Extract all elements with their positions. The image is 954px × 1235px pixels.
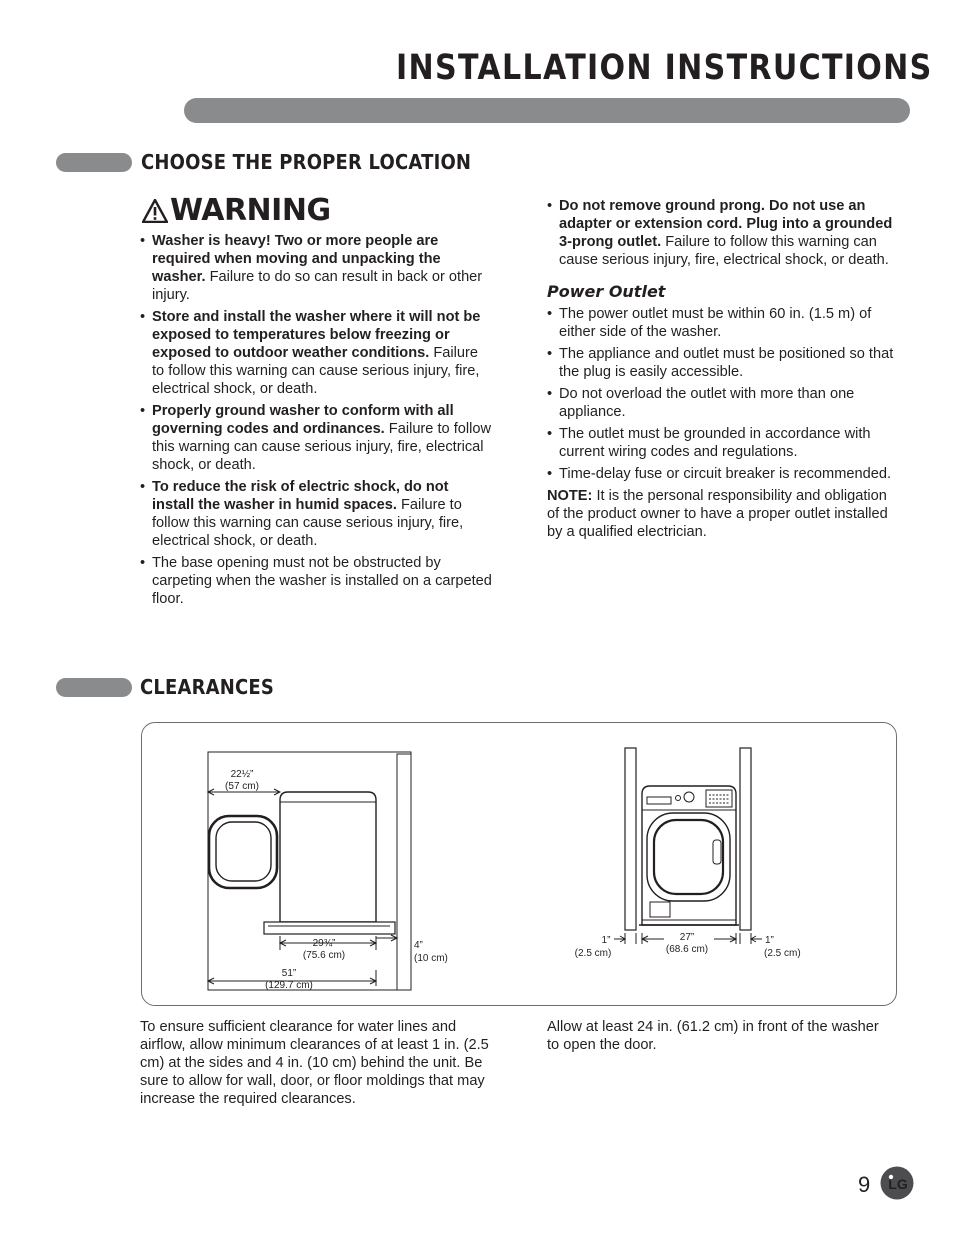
note: NOTE: It is the personal responsibility and obligation of the product owner to have a proper outlet installed by a qualified electrician. xyxy=(547,488,888,540)
section-heading-clearances: CLEARANCES xyxy=(140,675,275,699)
warning-icon xyxy=(142,199,168,223)
left-gap-cm-label: (2.5 cm) xyxy=(574,948,612,959)
warning-heading xyxy=(142,193,331,228)
list-item: • Washer is heavy! Two or more people are required when moving and unpacking the washer. Failure to do so can result in back or other injury. xyxy=(140,232,492,304)
list-item: • Do not remove ground prong. Do not use an adapter or extension cord. Plug into a grounded 3-prong outlet. Failure to follow this warning can cause serious injury, fire, electrical shock, or death. xyxy=(547,197,903,269)
list-item: • Do not overload the outlet with more than one appliance. xyxy=(547,385,903,421)
logo-text: LG xyxy=(888,1176,908,1192)
list-item: • To reduce the risk of electric shock, do not install the washer in humid spaces. Failure to follow this warning can cause serious injury, fire, electrical shock, or death. xyxy=(140,478,492,550)
list-item: • Properly ground washer to conform with all governing codes and ordinances. Failure to follow this warning can cause serious injury, fire, electrical shock, or death. xyxy=(140,402,492,474)
power-outlet-heading: Power Outlet xyxy=(547,282,666,301)
right-gap-cm-label: (2.5 cm) xyxy=(764,948,801,959)
list-item: • Time-delay fuse or circuit breaker is recommended. xyxy=(547,465,903,483)
title-bar xyxy=(184,98,910,123)
list-item: • The outlet must be grounded in accordance with current wiring codes and regulations. xyxy=(547,425,903,461)
right-gap-label: 1” xyxy=(765,935,774,946)
warning-title: WARNING xyxy=(170,193,331,228)
list-item: • Store and install the washer where it will not be exposed to temperatures below freezing or exposed to outdoor weather conditions. Failure to follow this warning can cause serious injury, fire, electrical shock, or death. xyxy=(140,308,492,398)
section-marker xyxy=(56,153,132,172)
width-label: 27” xyxy=(679,932,695,943)
clearance-paragraph-left: To ensure sufficient clearance for water lines and airflow, allow minimum clearances of at least 1 in. (2.5 cm) at the sides and 4 in. (10 cm) behind the unit. Be sure to allow for wall, door, or floor moldings that may increase the required clearances. xyxy=(140,1019,489,1107)
list-item: • The appliance and outlet must be positioned so that the plug is easily accessible. xyxy=(547,345,903,381)
list-item: • The base opening must not be obstructed by carpeting when the washer is installed on a carpeted floor. xyxy=(140,554,492,608)
door-depth-label: 22½” xyxy=(230,769,254,780)
list-item: • The power outlet must be within 60 in. (1.5 m) of either side of the washer. xyxy=(547,305,903,341)
side-view-diagram xyxy=(190,740,470,1000)
page-number: 9 xyxy=(858,1172,871,1197)
door-depth-cm-label: (57 cm) xyxy=(225,781,259,792)
total-depth-cm-label: (129.7 cm) xyxy=(265,980,313,991)
section-marker xyxy=(56,678,132,697)
section-heading-location: CHOOSE THE PROPER LOCATION xyxy=(141,150,472,174)
rear-label: 4” xyxy=(414,940,423,951)
depth-cm-label: (75.6 cm) xyxy=(302,950,346,961)
warning-list-right xyxy=(547,197,903,541)
width-cm-label: (68.6 cm) xyxy=(665,944,709,955)
depth-label: 29¾” xyxy=(312,938,336,949)
lg-logo xyxy=(880,1166,914,1200)
total-depth-label: 51” xyxy=(281,968,297,979)
left-gap-label: 1” xyxy=(601,935,611,946)
front-view-diagram xyxy=(566,740,816,970)
warning-list-left xyxy=(140,232,492,612)
page-title: INSTALLATION INSTRUCTIONS xyxy=(396,48,933,88)
clearance-paragraph-right: Allow at least 24 in. (61.2 cm) in front of the washer to open the door. xyxy=(547,1019,879,1053)
rear-cm-label: (10 cm) xyxy=(414,953,448,964)
